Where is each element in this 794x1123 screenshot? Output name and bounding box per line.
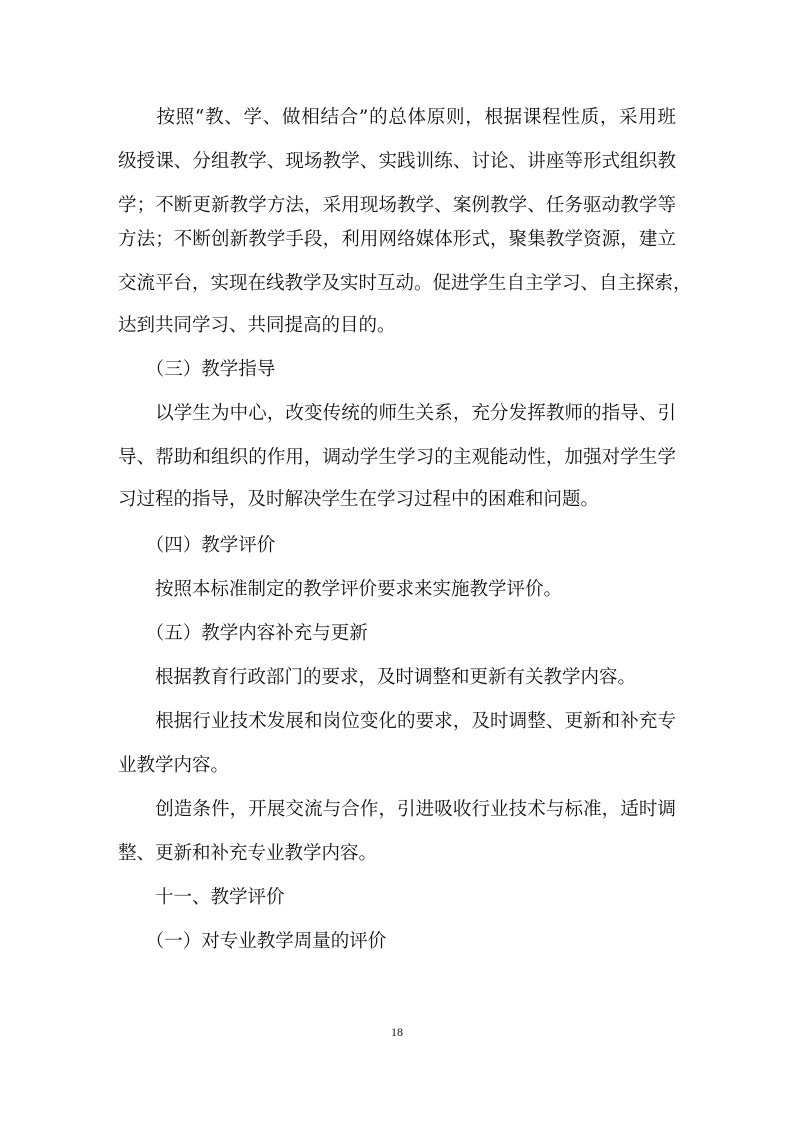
paragraph-content-update-2-line-2: 业教学内容。 — [118, 755, 230, 776]
section-heading-teaching-guidance: （三）教学指导 — [118, 359, 276, 380]
section-heading-teaching-evaluation: （四）教学评价 — [118, 535, 276, 556]
paragraph-content-update-3-line-2: 整、更新和补充专业教学内容。 — [118, 843, 378, 864]
chapter-heading-teaching-evaluation: 十一、教学评价 — [118, 887, 285, 908]
paragraph-teaching-methods-line-4: 方法；不断创新教学手段，利用网络媒体形式，聚集教学资源，建立 — [118, 229, 676, 250]
paragraph-teaching-methods-line-3: 学；不断更新教学方法，采用现场教学、案例教学、任务驱动教学等 — [118, 195, 676, 216]
paragraph-teaching-evaluation: 按照本标准制定的教学评价要求来实施教学评价。 — [118, 579, 563, 600]
paragraph-teaching-methods-line-6: 达到共同学习、共同提高的目的。 — [118, 315, 396, 336]
page-number: 18 — [391, 1025, 403, 1039]
paragraph-content-update-2-line-1: 根据行业技术发展和岗位变化的要求，及时调整、更新和补充专 — [118, 711, 676, 732]
paragraph-teaching-guidance-line-1: 以学生为中心，改变传统的师生关系，充分发挥教师的指导、引 — [118, 403, 676, 424]
paragraph-teaching-methods-line-2: 级授课、分组教学、现场教学、实践训练、讨论、讲座等形式组织教 — [118, 151, 676, 172]
paragraph-content-update-3-line-1: 创造条件，开展交流与合作，引进吸收行业技术与标准，适时调 — [118, 799, 676, 820]
paragraph-teaching-methods-line-1: 按照“教、学、做相结合”的总体原则，根据课程性质，采用班 — [118, 107, 676, 128]
paragraph-content-update-1: 根据教育行政部门的要求，及时调整和更新有关教学内容。 — [118, 667, 637, 688]
paragraph-teaching-methods-line-5: 交流平台，实现在线教学及实时互动。促进学生自主学习、自主探索， — [118, 273, 692, 294]
paragraph-teaching-guidance-line-3: 习过程的指导，及时解决学生在学习过程中的困难和问题。 — [118, 489, 600, 510]
paragraph-teaching-guidance-line-2: 导、帮助和组织的作用，调动学生学习的主观能动性，加强对学生学 — [118, 447, 676, 468]
section-heading-content-update: （五）教学内容补充与更新 — [118, 623, 368, 644]
section-heading-quality-evaluation: （一）对专业教学周量的评价 — [118, 931, 387, 952]
